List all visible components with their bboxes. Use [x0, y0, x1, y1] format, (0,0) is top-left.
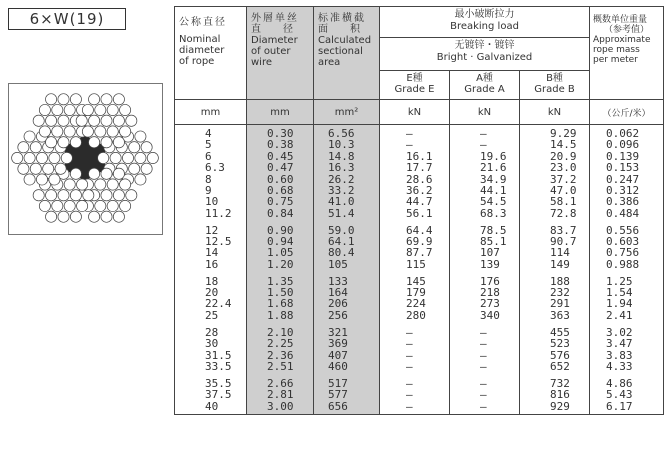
- grade-e-header: E種 Grade E: [380, 71, 450, 100]
- column-sectional-area: [314, 125, 380, 415]
- table-cell: 9: [205, 183, 212, 197]
- rope-wire-icon: [82, 104, 93, 115]
- rope-wire-icon: [61, 152, 72, 163]
- rope-wire-icon: [107, 126, 118, 137]
- table-cell: 9.29: [550, 127, 577, 140]
- rope-wire-icon: [120, 104, 131, 115]
- table-cell: 17.7: [406, 161, 433, 175]
- rope-wire-icon: [95, 104, 106, 115]
- table-cell: 3.47: [606, 337, 633, 351]
- rope-wire-icon: [30, 142, 41, 153]
- column-outer-wire-diameter: [247, 125, 314, 415]
- table-cell: 2.41: [606, 308, 633, 322]
- table-cell: 4.33: [606, 359, 633, 373]
- unit-area: mm²: [314, 100, 380, 125]
- rope-cross-section-figure: [8, 83, 163, 235]
- table-cell: 816: [550, 388, 570, 402]
- table-cell: 224: [406, 297, 426, 311]
- table-cell: 26.2: [328, 172, 355, 186]
- rope-wire-icon: [64, 126, 75, 137]
- table-cell: 218: [480, 286, 500, 300]
- table-cell: 0.90: [267, 223, 294, 237]
- table-cell: 0.756: [606, 246, 640, 260]
- table-cell: 1.88: [267, 308, 294, 322]
- rope-wire-icon: [135, 152, 146, 163]
- table-cell: 41.0: [328, 195, 355, 209]
- table-cell: 4: [205, 127, 212, 140]
- rope-wire-icon: [101, 94, 112, 105]
- rope-wire-icon: [70, 168, 81, 179]
- table-cell: 256: [328, 308, 348, 322]
- rope-wire-icon: [43, 163, 54, 174]
- table-cell: —: [480, 348, 487, 362]
- table-cell: 273: [480, 297, 500, 311]
- table-cell: 0.47: [267, 161, 294, 175]
- rope-wire-icon: [49, 174, 60, 185]
- rope-wire-icon: [113, 115, 124, 126]
- table-cell: 90.7: [550, 235, 577, 249]
- table-cell: —: [480, 127, 487, 140]
- rope-wire-icon: [101, 190, 112, 201]
- column-grade-b: [520, 125, 590, 415]
- table-cell: —: [406, 376, 413, 390]
- table-cell: 37.2: [550, 172, 577, 186]
- rope-wire-icon: [101, 168, 112, 179]
- rope-wire-icon: [107, 200, 118, 211]
- rope-type-title: 6×W(19): [8, 8, 126, 30]
- table-cell: 40: [205, 399, 219, 413]
- table-cell: 16.3: [328, 161, 355, 175]
- rope-wire-icon: [95, 179, 106, 190]
- table-cell: 0.096: [606, 138, 640, 152]
- table-cell: 37.5: [205, 388, 232, 402]
- table-cell: 11.2: [205, 206, 232, 220]
- rope-wire-icon: [39, 104, 50, 115]
- table-cell: 12: [205, 223, 219, 237]
- table-cell: 69.9: [406, 235, 433, 249]
- table-cell: 3.83: [606, 348, 633, 362]
- rope-wire-icon: [89, 168, 100, 179]
- table-cell: 2.10: [267, 325, 294, 339]
- table-cell: 21.6: [480, 161, 507, 175]
- table-cell: 0.312: [606, 183, 640, 197]
- rope-wire-icon: [64, 200, 75, 211]
- rope-wire-icon: [122, 152, 133, 163]
- rope-mass-header: 概数单位重量 （参考值） Approximate rope mass per meter: [590, 7, 664, 100]
- table-cell: 14: [205, 246, 219, 260]
- table-cell: 22.4: [205, 297, 232, 311]
- table-cell: 6.56: [328, 127, 355, 140]
- table-cell: 8: [205, 172, 212, 186]
- rope-wire-icon: [24, 131, 35, 142]
- table-cell: 732: [550, 376, 570, 390]
- table-cell: 30: [205, 337, 219, 351]
- table-cell: 232: [550, 286, 570, 300]
- table-cell: 0.38: [267, 138, 294, 152]
- table-cell: 20.9: [550, 149, 577, 163]
- table-cell: 64.4: [406, 223, 433, 237]
- table-cell: 28.6: [406, 172, 433, 186]
- table-cell: 18: [205, 274, 219, 288]
- table-cell: —: [406, 325, 413, 339]
- table-cell: 1.94: [606, 297, 633, 311]
- rope-wire-icon: [52, 126, 63, 137]
- table-cell: 4.86: [606, 376, 633, 390]
- rope-wire-icon: [113, 211, 124, 222]
- rope-wire-icon: [70, 94, 81, 105]
- table-cell: 0.68: [267, 183, 294, 197]
- rope-wire-icon: [46, 94, 57, 105]
- table-cell: —: [406, 399, 413, 413]
- unit-grade-b: kN: [520, 100, 590, 125]
- table-cell: 35.5: [205, 376, 232, 390]
- table-cell: 12.5: [205, 235, 232, 249]
- table-cell: 25: [205, 308, 219, 322]
- table-cell: 1.68: [267, 297, 294, 311]
- breaking-load-header: 最小破断拉力 Breaking load: [380, 7, 590, 38]
- rope-wire-icon: [120, 126, 131, 137]
- table-cell: 0.75: [267, 195, 294, 209]
- table-cell: 1.35: [267, 274, 294, 288]
- table-cell: —: [406, 337, 413, 351]
- rope-wire-icon: [141, 142, 152, 153]
- rope-wire-icon: [126, 190, 137, 201]
- table-cell: 59.0: [328, 223, 355, 237]
- unit-grade-e: kN: [380, 100, 450, 125]
- rope-wire-icon: [113, 168, 124, 179]
- table-cell: 929: [550, 399, 570, 413]
- table-cell: —: [480, 376, 487, 390]
- table-cell: 10: [205, 195, 219, 209]
- unit-grade-a: kN: [450, 100, 520, 125]
- table-cell: 80.4: [328, 246, 355, 260]
- outer-wire-diameter-header: 外層单丝 直 径 Diameter of outer wire: [247, 7, 314, 100]
- rope-wire-icon: [82, 126, 93, 137]
- table-cell: 179: [406, 286, 426, 300]
- rope-wire-icon: [113, 190, 124, 201]
- rope-wire-icon: [18, 142, 29, 153]
- rope-wire-icon: [52, 104, 63, 115]
- table-cell: 1.50: [267, 286, 294, 300]
- table-cell: 107: [480, 246, 500, 260]
- table-cell: 54.5: [480, 195, 507, 209]
- table-cell: —: [480, 337, 487, 351]
- table-cell: 1.25: [606, 274, 633, 288]
- table-cell: 20: [205, 286, 219, 300]
- nominal-diameter-header: 公称直径 Nominal diameter of rope: [175, 7, 247, 100]
- rope-wire-icon: [58, 94, 69, 105]
- table-cell: 523: [550, 337, 570, 351]
- table-cell: 44.7: [406, 195, 433, 209]
- rope-wire-icon: [98, 152, 109, 163]
- table-cell: 407: [328, 348, 348, 362]
- table-cell: 176: [480, 274, 500, 288]
- rope-wire-icon: [70, 137, 81, 148]
- table-cell: 2.81: [267, 388, 294, 402]
- rope-wire-icon: [12, 152, 23, 163]
- table-cell: 517: [328, 376, 348, 390]
- table-cell: 321: [328, 325, 348, 339]
- table-cell: 369: [328, 337, 348, 351]
- table-cell: 3.02: [606, 325, 633, 339]
- table-cell: 164: [328, 286, 348, 300]
- table-cell: 1.54: [606, 286, 633, 300]
- column-grade-e: [380, 125, 450, 415]
- rope-wire-icon: [77, 179, 88, 190]
- table-cell: 114: [550, 246, 570, 260]
- rope-wire-icon: [120, 200, 131, 211]
- table-cell: 6: [205, 149, 212, 163]
- table-cell: 2.25: [267, 337, 294, 351]
- sectional-area-header: 标准横截 面 积 Calculated sectional area: [314, 7, 380, 100]
- rope-wire-icon: [58, 190, 69, 201]
- rope-wire-icon: [113, 137, 124, 148]
- table-cell: 0.30: [267, 127, 294, 140]
- table-cell: 58.1: [550, 195, 577, 209]
- rope-wire-icon: [107, 104, 118, 115]
- rope-wire-icon: [147, 152, 158, 163]
- specification-table: [174, 6, 663, 468]
- table-cell: 0.45: [267, 149, 294, 163]
- table-cell: 115: [406, 257, 426, 271]
- rope-wire-icon: [77, 200, 88, 211]
- grade-a-header: A種 Grade A: [450, 71, 520, 100]
- rope-wire-icon: [107, 179, 118, 190]
- table-cell: 145: [406, 274, 426, 288]
- rope-cross-section-icon: [9, 84, 162, 234]
- table-cell: —: [480, 138, 487, 152]
- table-cell: 340: [480, 308, 500, 322]
- table-cell: 188: [550, 274, 570, 288]
- table-cell: 576: [550, 348, 570, 362]
- rope-wire-icon: [113, 94, 124, 105]
- table-cell: 105: [328, 257, 348, 271]
- table-cell: 460: [328, 359, 348, 373]
- rope-wire-icon: [24, 174, 35, 185]
- table-cell: 139: [480, 257, 500, 271]
- finish-header: 无镀锌・镀锌 Bright · Galvanized: [380, 38, 590, 71]
- table-cell: 10.3: [328, 138, 355, 152]
- table-cell: 363: [550, 308, 570, 322]
- table-cell: 0.84: [267, 206, 294, 220]
- table-cell: 14.5: [550, 138, 577, 152]
- rope-wire-icon: [64, 179, 75, 190]
- rope-wire-icon: [70, 211, 81, 222]
- rope-wire-icon: [58, 211, 69, 222]
- rope-wire-icon: [58, 137, 69, 148]
- table-cell: 652: [550, 359, 570, 373]
- rope-wire-icon: [55, 163, 66, 174]
- table-cell: 206: [328, 297, 348, 311]
- rope-wire-icon: [46, 137, 57, 148]
- rope-wire-icon: [101, 137, 112, 148]
- rope-wire-icon: [83, 190, 94, 201]
- table-cell: 68.3: [480, 206, 507, 220]
- table-cell: 31.5: [205, 348, 232, 362]
- table-cell: 0.484: [606, 206, 640, 220]
- unit-mass: （公斤/米）: [590, 100, 664, 125]
- table-cell: 19.6: [480, 149, 507, 163]
- table-cell: —: [480, 399, 487, 413]
- table-cell: 5.43: [606, 388, 633, 402]
- table-cell: 6.3: [205, 161, 225, 175]
- rope-wire-icon: [30, 163, 41, 174]
- table-cell: —: [406, 138, 413, 152]
- table-cell: —: [406, 127, 413, 140]
- table-cell: 16.1: [406, 149, 433, 163]
- unit-nominal: mm: [175, 100, 247, 125]
- rope-wire-icon: [135, 174, 146, 185]
- table-cell: —: [406, 359, 413, 373]
- rope-wire-icon: [18, 163, 29, 174]
- table-cell: 0.556: [606, 223, 640, 237]
- table-cell: 0.988: [606, 257, 640, 271]
- rope-wire-icon: [24, 152, 35, 163]
- table-cell: 78.5: [480, 223, 507, 237]
- rope-wire-icon: [135, 131, 146, 142]
- rope-wire-icon: [101, 211, 112, 222]
- table-cell: 28: [205, 325, 219, 339]
- grade-b-header: B種 Grade B: [520, 71, 590, 100]
- rope-wire-icon: [120, 179, 131, 190]
- table-cell: 72.8: [550, 206, 577, 220]
- table-cell: 577: [328, 388, 348, 402]
- rope-wire-icon: [36, 152, 47, 163]
- table-cell: 0.153: [606, 161, 640, 175]
- table-cell: 0.062: [606, 127, 640, 140]
- rope-wire-icon: [39, 126, 50, 137]
- rope-wire-icon: [89, 211, 100, 222]
- table-cell: 51.4: [328, 206, 355, 220]
- rope-wire-icon: [110, 152, 121, 163]
- rope-wire-icon: [126, 115, 137, 126]
- table-cell: 2.66: [267, 376, 294, 390]
- table-cell: —: [480, 325, 487, 339]
- table-cell: 16: [205, 257, 219, 271]
- table-cell: 44.1: [480, 183, 507, 197]
- rope-wire-icon: [58, 115, 69, 126]
- rope-wire-icon: [89, 94, 100, 105]
- table-cell: 3.00: [267, 399, 294, 413]
- rope-wire-icon: [46, 190, 57, 201]
- table-cell: 6.17: [606, 399, 633, 413]
- rope-wire-icon: [49, 152, 60, 163]
- rope-wire-icon: [89, 115, 100, 126]
- rope-wire-icon: [52, 200, 63, 211]
- column-grade-a: [450, 125, 520, 415]
- table-cell: 14.8: [328, 149, 355, 163]
- table-cell: 47.0: [550, 183, 577, 197]
- column-nominal-diameter: [175, 125, 247, 415]
- rope-wire-icon: [76, 115, 87, 126]
- rope-wire-icon: [46, 211, 57, 222]
- table-cell: —: [480, 359, 487, 373]
- rope-wire-icon: [141, 163, 152, 174]
- table-cell: 0.247: [606, 172, 640, 186]
- table-cell: 0.94: [267, 235, 294, 249]
- table-cell: 0.603: [606, 235, 640, 249]
- table-cell: 33.2: [328, 183, 355, 197]
- table-cell: 656: [328, 399, 348, 413]
- table-cell: 455: [550, 325, 570, 339]
- table-cell: 64.1: [328, 235, 355, 249]
- column-rope-mass: [590, 125, 664, 415]
- table-cell: 5: [205, 138, 212, 152]
- table-cell: 83.7: [550, 223, 577, 237]
- unit-outer: mm: [247, 100, 314, 125]
- rope-wire-icon: [39, 200, 50, 211]
- table-cell: 23.0: [550, 161, 577, 175]
- rope-wire-icon: [129, 142, 140, 153]
- table-cell: 1.05: [267, 246, 294, 260]
- rope-wire-icon: [33, 190, 44, 201]
- table-cell: —: [480, 388, 487, 402]
- table-cell: 1.20: [267, 257, 294, 271]
- table-body-row: [175, 125, 664, 415]
- table-cell: —: [406, 388, 413, 402]
- table-cell: 291: [550, 297, 570, 311]
- table-cell: 34.9: [480, 172, 507, 186]
- table-cell: 85.1: [480, 235, 507, 249]
- rope-wire-icon: [89, 137, 100, 148]
- rope-wire-icon: [46, 115, 57, 126]
- rope-wire-icon: [36, 174, 47, 185]
- table-cell: 280: [406, 308, 426, 322]
- table-cell: —: [406, 348, 413, 362]
- table-cell: 0.139: [606, 149, 640, 163]
- table-cell: 33.5: [205, 359, 232, 373]
- table-cell: 0.60: [267, 172, 294, 186]
- table-cell: 56.1: [406, 206, 433, 220]
- table-cell: 0.386: [606, 195, 640, 209]
- rope-wire-icon: [95, 200, 106, 211]
- table-cell: 149: [550, 257, 570, 271]
- table-cell: 36.2: [406, 183, 433, 197]
- rope-wire-icon: [101, 115, 112, 126]
- rope-wire-icon: [129, 163, 140, 174]
- rope-wire-icon: [33, 115, 44, 126]
- table-cell: 133: [328, 274, 348, 288]
- rope-wire-icon: [70, 190, 81, 201]
- table-cell: 2.51: [267, 359, 294, 373]
- table-cell: 2.36: [267, 348, 294, 362]
- rope-wire-icon: [95, 126, 106, 137]
- table-cell: 87.7: [406, 246, 433, 260]
- rope-wire-icon: [64, 104, 75, 115]
